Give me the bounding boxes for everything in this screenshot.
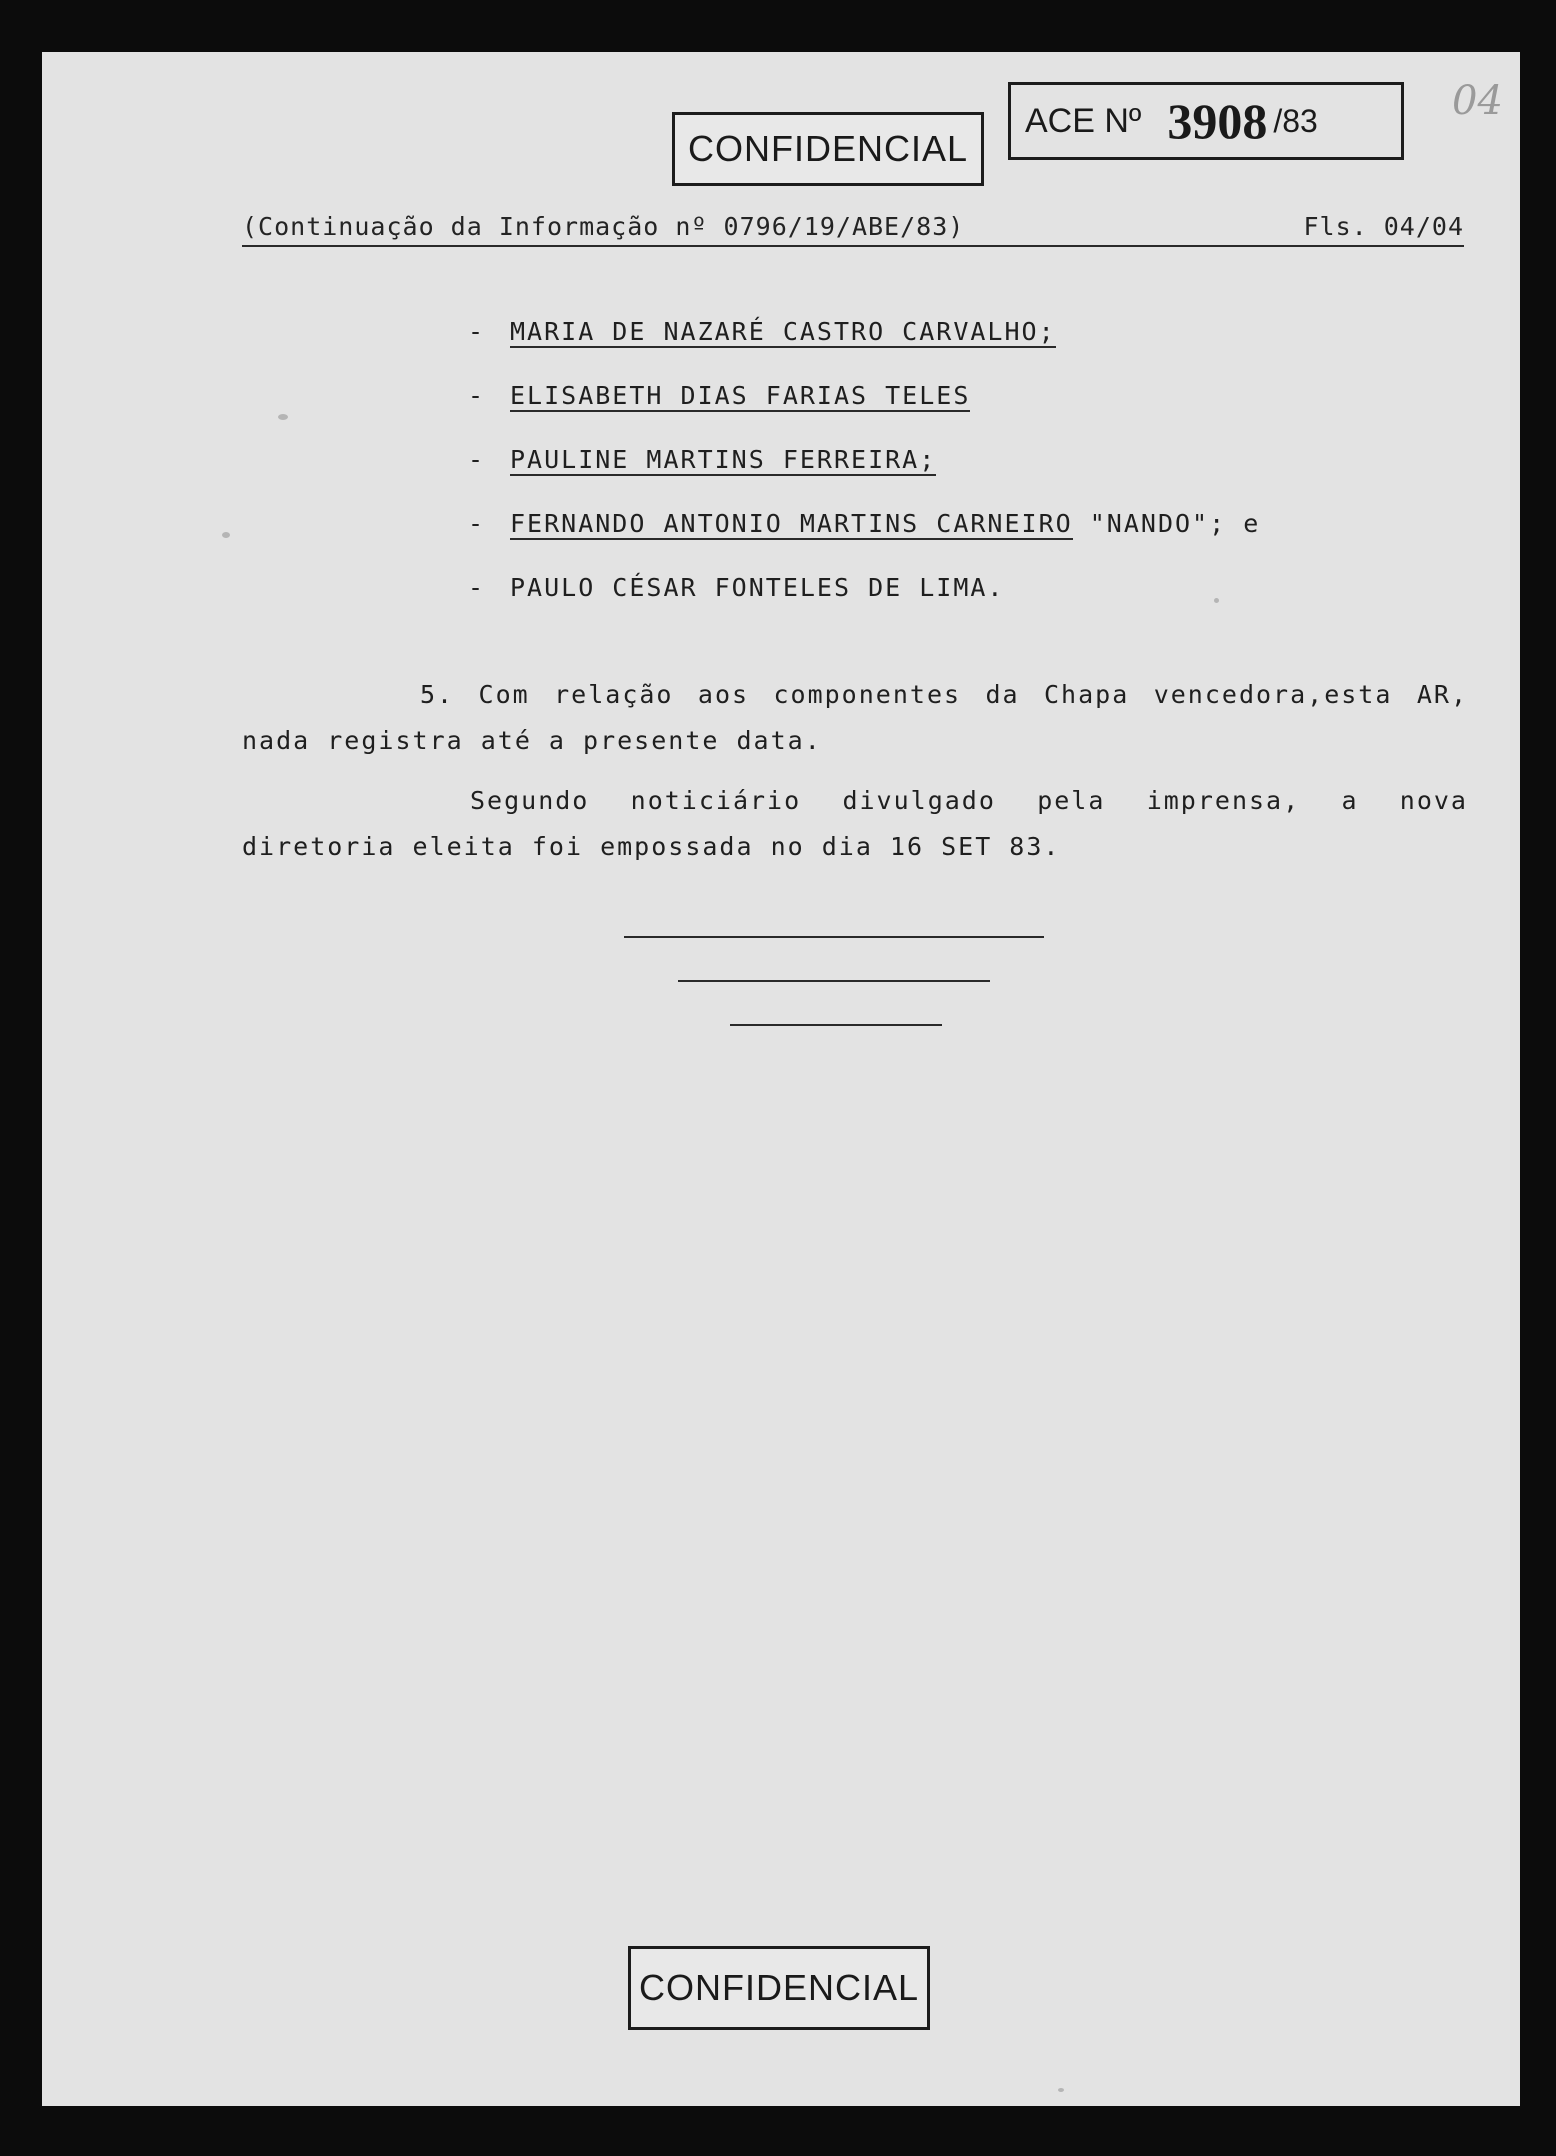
list-item <box>468 374 1260 438</box>
closing-rule <box>624 936 1044 938</box>
list-item <box>468 566 1260 630</box>
list-dash: - <box>468 381 486 410</box>
closing-rule <box>678 980 990 982</box>
list-item <box>468 438 1260 502</box>
confidential-stamp-top: CONFIDENCIAL <box>672 112 984 186</box>
names-list <box>468 310 1260 630</box>
ace-year: /83 <box>1273 102 1318 139</box>
ace-number: 3908 <box>1167 93 1268 149</box>
list-dash: - <box>468 317 486 346</box>
list-dash: - <box>468 445 486 474</box>
document-page <box>42 52 1520 2106</box>
person-name: PAULO CÉSAR FONTELES DE LIMA. <box>510 573 1005 602</box>
list-dash: - <box>468 573 486 602</box>
name-suffix: "NANDO"; e <box>1072 509 1261 538</box>
closing-rule <box>730 1024 942 1026</box>
paper-speck <box>1058 2088 1064 2092</box>
list-item <box>468 310 1260 374</box>
continuation-reference: (Continuação da Informação nº 0796/19/ABE/83) <box>242 212 965 241</box>
list-dash: - <box>468 509 486 538</box>
paper-speck <box>222 532 230 538</box>
handwritten-page-number: 04 <box>1452 78 1503 124</box>
person-name: FERNANDO ANTONIO MARTINS CARNEIRO <box>510 509 1073 538</box>
list-item <box>468 502 1260 566</box>
paper-speck <box>1214 598 1219 603</box>
confidential-stamp-bottom: CONFIDENCIAL <box>628 1946 930 2030</box>
person-name: PAULINE MARTINS FERREIRA; <box>510 445 937 474</box>
person-name: MARIA DE NAZARÉ CASTRO CARVALHO; <box>510 317 1056 346</box>
paper-speck <box>278 414 288 420</box>
person-name: ELISABETH DIAS FARIAS TELES <box>510 381 971 410</box>
document-header <box>242 212 1464 247</box>
folio-number: Fls. 04/04 <box>1303 212 1464 241</box>
ace-label: ACE Nº <box>1025 101 1142 140</box>
ace-number-stamp <box>1008 82 1404 160</box>
paragraph-press-note: Segundo noticiário divulgado pela imprensa, a nova diretoria eleita foi empossada no dia 16 SET 83. <box>242 786 1468 861</box>
paragraph-5: 5. Com relação aos componentes da Chapa vencedora,esta AR, nada registra até a presente data. <box>242 680 1468 755</box>
